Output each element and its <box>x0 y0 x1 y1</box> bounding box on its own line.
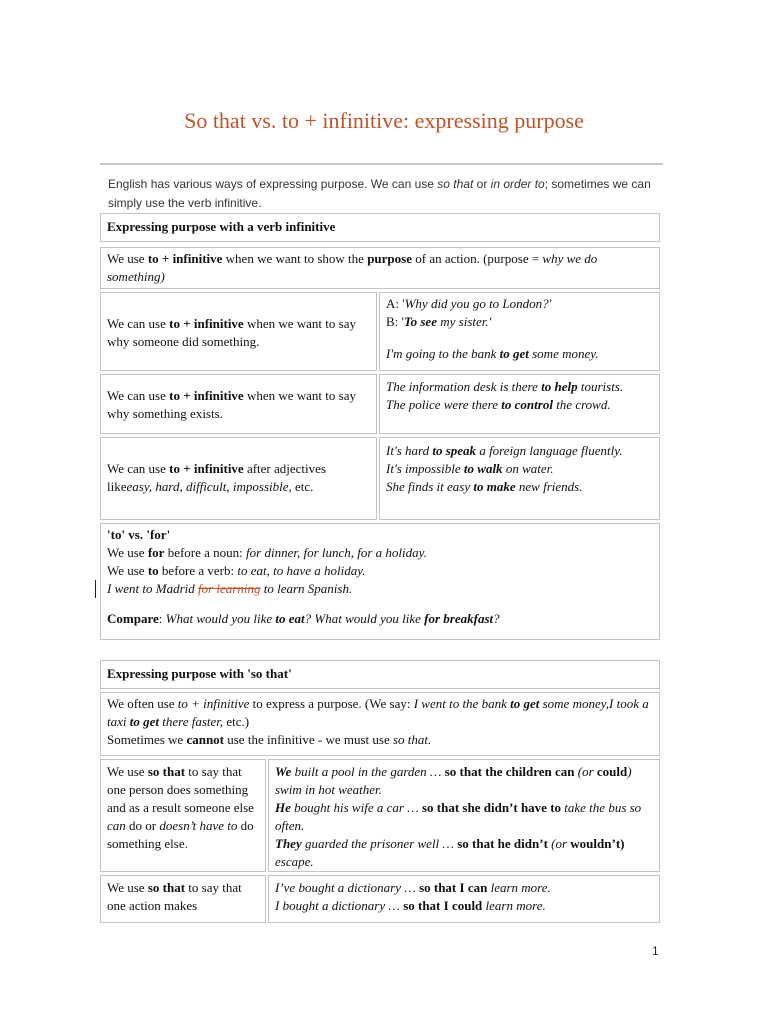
section2-heading: Expressing purpose with 'so that' <box>100 660 660 689</box>
page-title: So that vs. to + infinitive: expressing purpose <box>184 108 584 133</box>
title-divider <box>100 163 663 165</box>
row3-examples: It's hard to speak a foreign language fluently. It's impossible to walk on water. She finds it easy to make new friends. <box>379 437 660 520</box>
row1-examples: A: 'Why did you go to London?' B: 'To see my sister.' I'm going to the bank to get some money. <box>379 292 660 371</box>
so-that-row1-rule: We use so that to say that one person does something and as a result someone else can do or doesn’t have to do something else. <box>100 759 266 872</box>
intro-paragraph: English has various ways of expressing purpose. We can use so that or in order to; sometimes we can simply use the verb infinitive. <box>108 177 651 210</box>
to-vs-for-box: 'to' vs. 'for' We use for before a noun: for dinner, for lunch, for a holiday. We use to before a verb: to eat, to have a holiday. I went to Madrid for learning to learn Spanish. Compare: What would you like to eat? What would you like for breakfast? <box>100 523 660 640</box>
section1-definition: We use to + infinitive when we want to show the purpose of an action. (purpose = why we do something) <box>100 247 660 289</box>
row3-rule: We can use to + infinitive after adjectives likeeasy, hard, difficult, impossible, etc. <box>100 437 377 520</box>
page-number: 1 <box>652 944 659 958</box>
section2-intro: We often use to + infinitive to express a purpose. (We say: I went to the bank to get some money,I took a taxi to get there faster, etc.) Sometimes we cannot use the infinitive - we must use so that. <box>100 692 660 756</box>
text-cursor <box>95 580 96 598</box>
row2-examples: The information desk is there to help tourists. The police were there to control the crowd. <box>379 374 660 434</box>
section1-heading: Expressing purpose with a verb infinitive <box>100 213 660 242</box>
so-that-row1-examples: We built a pool in the garden … so that the children can (or could) swim in hot weather. He bought his wife a car … so that she didn’t have to take the bus so often. They guarded the prisoner well … so that he didn’t (or wouldn’t) escape. <box>268 759 660 872</box>
so-that-row2-rule: We use so that to say that one action makes <box>100 875 266 923</box>
so-that-row2-examples: I’ve bought a dictionary … so that I can learn more. I bought a dictionary … so that I could learn more. <box>268 875 660 923</box>
row2-rule: We can use to + infinitive when we want to say why something exists. <box>100 374 377 434</box>
row1-rule: We can use to + infinitive when we want to say why someone did something. <box>100 292 377 371</box>
